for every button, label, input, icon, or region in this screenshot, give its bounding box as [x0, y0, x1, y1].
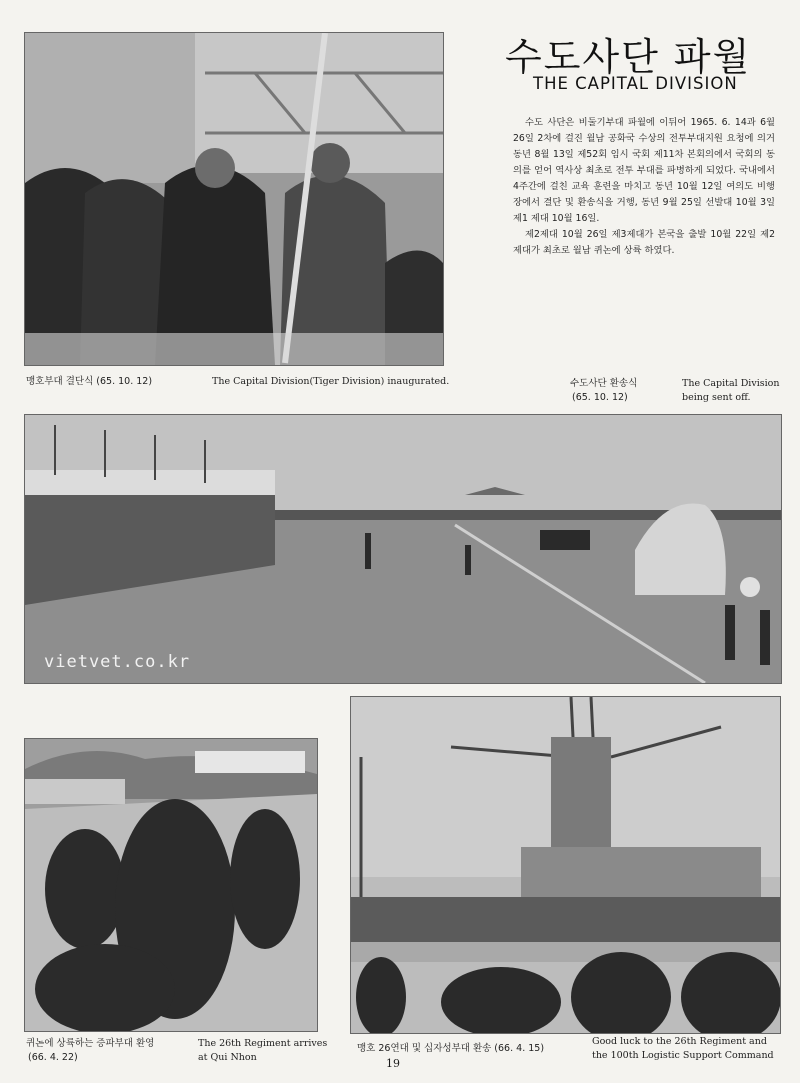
- photo-ship-departure: [350, 696, 781, 1034]
- caption-photo2-en-2: being sent off.: [682, 392, 751, 403]
- photo-send-off: [24, 414, 782, 684]
- article-body: [513, 115, 775, 259]
- caption-photo2-ko-2: (65. 10. 12): [572, 392, 628, 403]
- caption-photo2-en-1: The Capital Division: [682, 378, 780, 389]
- caption-photo3-en-1: The 26th Regiment arrives: [198, 1038, 328, 1049]
- photo-inauguration: [24, 32, 444, 366]
- caption-photo4-en-1: Good luck to the 26th Regiment and: [592, 1036, 767, 1047]
- caption-photo4-en-2: the 100th Logistic Support Command: [592, 1050, 774, 1061]
- caption-photo3-ko-2: (66. 4. 22): [28, 1052, 78, 1063]
- caption-photo1-en: The Capital Division(Tiger Division) inaugurated.: [212, 376, 450, 387]
- caption-photo2-ko-1: 수도사단 환송식: [570, 378, 638, 389]
- watermark: vietvet.co.kr: [44, 652, 191, 672]
- page-title: 수도사단 파월: [505, 35, 752, 79]
- page-number: 19: [386, 1057, 400, 1070]
- page-subtitle: THE CAPITAL DIVISION: [533, 74, 738, 93]
- article-paragraph: 수도 사단은 비둘기부대 파월에 이뒤어 1965. 6. 14과 6월 26일 2차에 걸진 월남 공화국 수상의 전투부대지원 요청에 의거 동년 8월 13일 제52회 임시 국회 제11차 본회의에서 국회의 동의를 얻어 역사상 최초로 전투 부대를 파병하게 되었다. 국내에서 4주간에 걸친 교육 훈련을 마치고 동년 10월 12일 여의도 비행장에서 결단 및 환송식을 거행, 동년 9월 25일 선발대 10월 3일 제1 제대 10월 16일.: [513, 117, 775, 224]
- caption-photo3-ko-1: 퀴논에 상륙하는 증파부대 환영: [26, 1038, 155, 1049]
- article-paragraph: 제2제대 10월 26일 제3제대가 본국을 출발 10월 22일 제2제대가 최초로 월남 퀴논에 상륙 하였다.: [513, 229, 775, 256]
- caption-photo1-ko: 맹호부대 결단식 (65. 10. 12): [26, 376, 153, 387]
- caption-photo3-en-2: at Qui Nhon: [198, 1052, 257, 1063]
- photo-landing: [24, 738, 318, 1032]
- caption-photo4-ko: 맹호 26연대 및 십자성부대 환송 (66. 4. 15): [357, 1043, 545, 1054]
